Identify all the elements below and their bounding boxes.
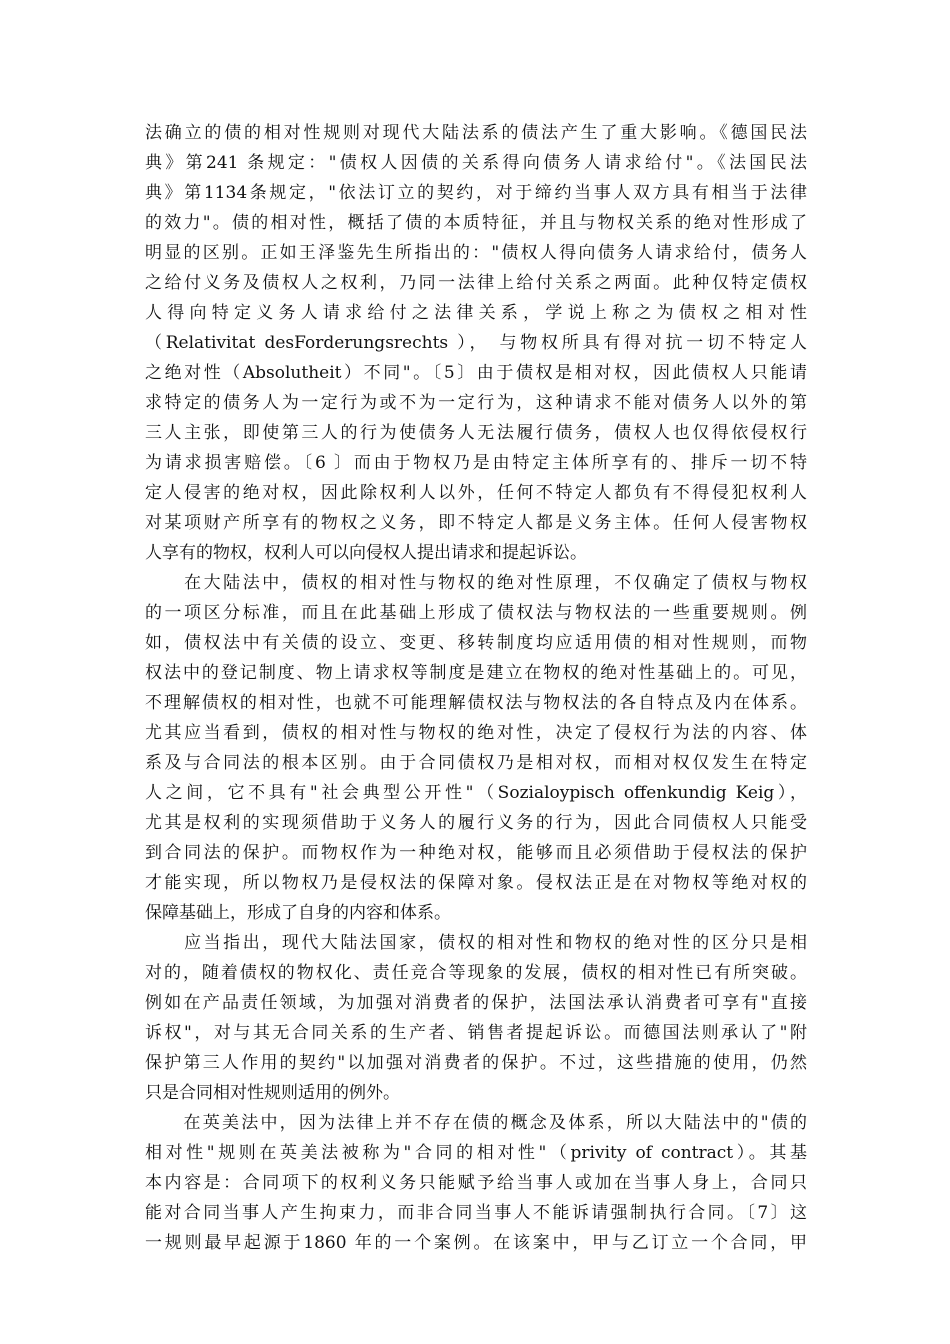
text-line: 只是合同相对性规则适用的例外。 [145,1083,400,1103]
text-line: 相对性"规则在英美法被称为"合同的相对性"（privity of contract）。其基 [145,1143,807,1163]
text-line: 人享有的物权，权利人可以向侵权人提出请求和提起诉讼。 [145,543,587,563]
text-line: 人得向特定义务人请求给付之法律关系，学说上称之为债权之相对性 [145,303,807,323]
text-line: 在英美法中，因为法律上并不存在债的概念及体系，所以大陆法中的"债的 [145,1113,807,1133]
text-line: 权法中的登记制度、物上请求权等制度是建立在物权的绝对性基础上的。可见， [145,663,807,683]
text-line: 明显的区别。正如王泽鉴先生所指出的："债权人得向债务人请求给付，债务人 [145,243,807,263]
text-line: 应当指出，现代大陆法国家，债权的相对性和物权的绝对性的区分只是相 [145,933,807,953]
text-line: 法确立的债的相对性规则对现代大陆法系的债法产生了重大影响。《德国民法 [145,123,807,143]
paragraph-4 [145,1108,807,1258]
text-line: 不理解债权的相对性，也就不可能理解债权法与物权法的各自特点及内在体系。 [145,693,807,713]
text-line: 例如在产品责任领域，为加强对消费者的保护，法国法承认消费者可享有"直接 [145,993,807,1013]
text-line: 典》第1134条规定，"依法订立的契约，对于缔约当事人双方具有相当于法律 [145,183,807,203]
text-line: 尤其应当看到，债权的相对性与物权的绝对性，决定了侵权行为法的内容、体 [145,723,807,743]
text-line: 对某项财产所享有的物权之义务，即不特定人都是义务主体。任何人侵害物权 [145,513,807,533]
text-line: 定人侵害的绝对权，因此除权利人以外，任何不特定人都负有不得侵犯权利人 [145,483,807,503]
text-line: 人之间，它不具有"社会典型公开性"（Sozialoypisch offenkundig Keig）， [145,783,807,803]
text-line: （Relativitat desForderungsrechts ）， 与物权所具有得对抗一切不特定人 [145,333,807,353]
text-line: 的一项区分标准，而且在此基础上形成了债权法与物权法的一些重要规则。例 [145,603,807,623]
paragraph-2 [145,568,807,928]
text-line: 如，债权法中有关债的设立、变更、移转制度均应适用债的相对性规则，而物 [145,633,807,653]
text-line: 系及与合同法的根本区别。由于合同债权乃是相对权，而相对权仅发生在特定 [145,753,807,773]
paragraph-1 [145,118,807,568]
text-line: 到合同法的保护。而物权作为一种绝对权，能够而且必须借助于侵权法的保护 [145,843,807,863]
text-line: 三人主张，即使第三人的行为使债务人无法履行债务，债权人也仅得依侵权行 [145,423,807,443]
text-line: 之绝对性（Absolutheit）不同"。〔5〕由于债权是相对权，因此债权人只能请 [145,363,807,383]
text-line: 求特定的债务人为一定行为或不为一定行为，这种请求不能对债务人以外的第 [145,393,807,413]
paragraph-3 [145,928,807,1108]
text-line: 保障基础上，形成了自身的内容和体系。 [145,903,451,923]
text-line: 保护第三人作用的契约"以加强对消费者的保护。不过，这些措施的使用，仍然 [145,1053,807,1073]
text-line: 典》第241 条规定："债权人因债的关系得向债务人请求给付"。《法国民法 [145,153,807,173]
text-line: 一规则最早起源于1860 年的一个案例。在该案中，甲与乙订立一个合同，甲 [145,1233,807,1253]
text-line: 尤其是权利的实现须借助于义务人的履行义务的行为，因此合同债权人只能受 [145,813,807,833]
text-line: 能对合同当事人产生拘束力，而非合同当事人不能诉请强制执行合同。〔7〕这 [145,1203,807,1223]
document-page [145,118,807,1258]
text-line: 的效力"。债的相对性，概括了债的本质特征，并且与物权关系的绝对性形成了 [145,213,807,233]
text-line: 为请求损害赔偿。〔6 〕而由于物权乃是由特定主体所享有的、排斥一切不特 [145,453,807,473]
text-line: 诉权"，对与其无合同关系的生产者、销售者提起诉讼。而德国法则承认了"附 [145,1023,807,1043]
text-line: 才能实现，所以物权乃是侵权法的保障对象。侵权法正是在对物权等绝对权的 [145,873,807,893]
text-line: 在大陆法中，债权的相对性与物权的绝对性原理，不仅确定了债权与物权 [145,573,807,593]
text-line: 本内容是：合同项下的权利义务只能赋予给当事人或加在当事人身上，合同只 [145,1173,807,1193]
text-line: 对的，随着债权的物权化、责任竞合等现象的发展，债权的相对性已有所突破。 [145,963,807,983]
text-line: 之给付义务及债权人之权利，乃同一法律上给付关系之两面。此种仅特定债权 [145,273,807,293]
